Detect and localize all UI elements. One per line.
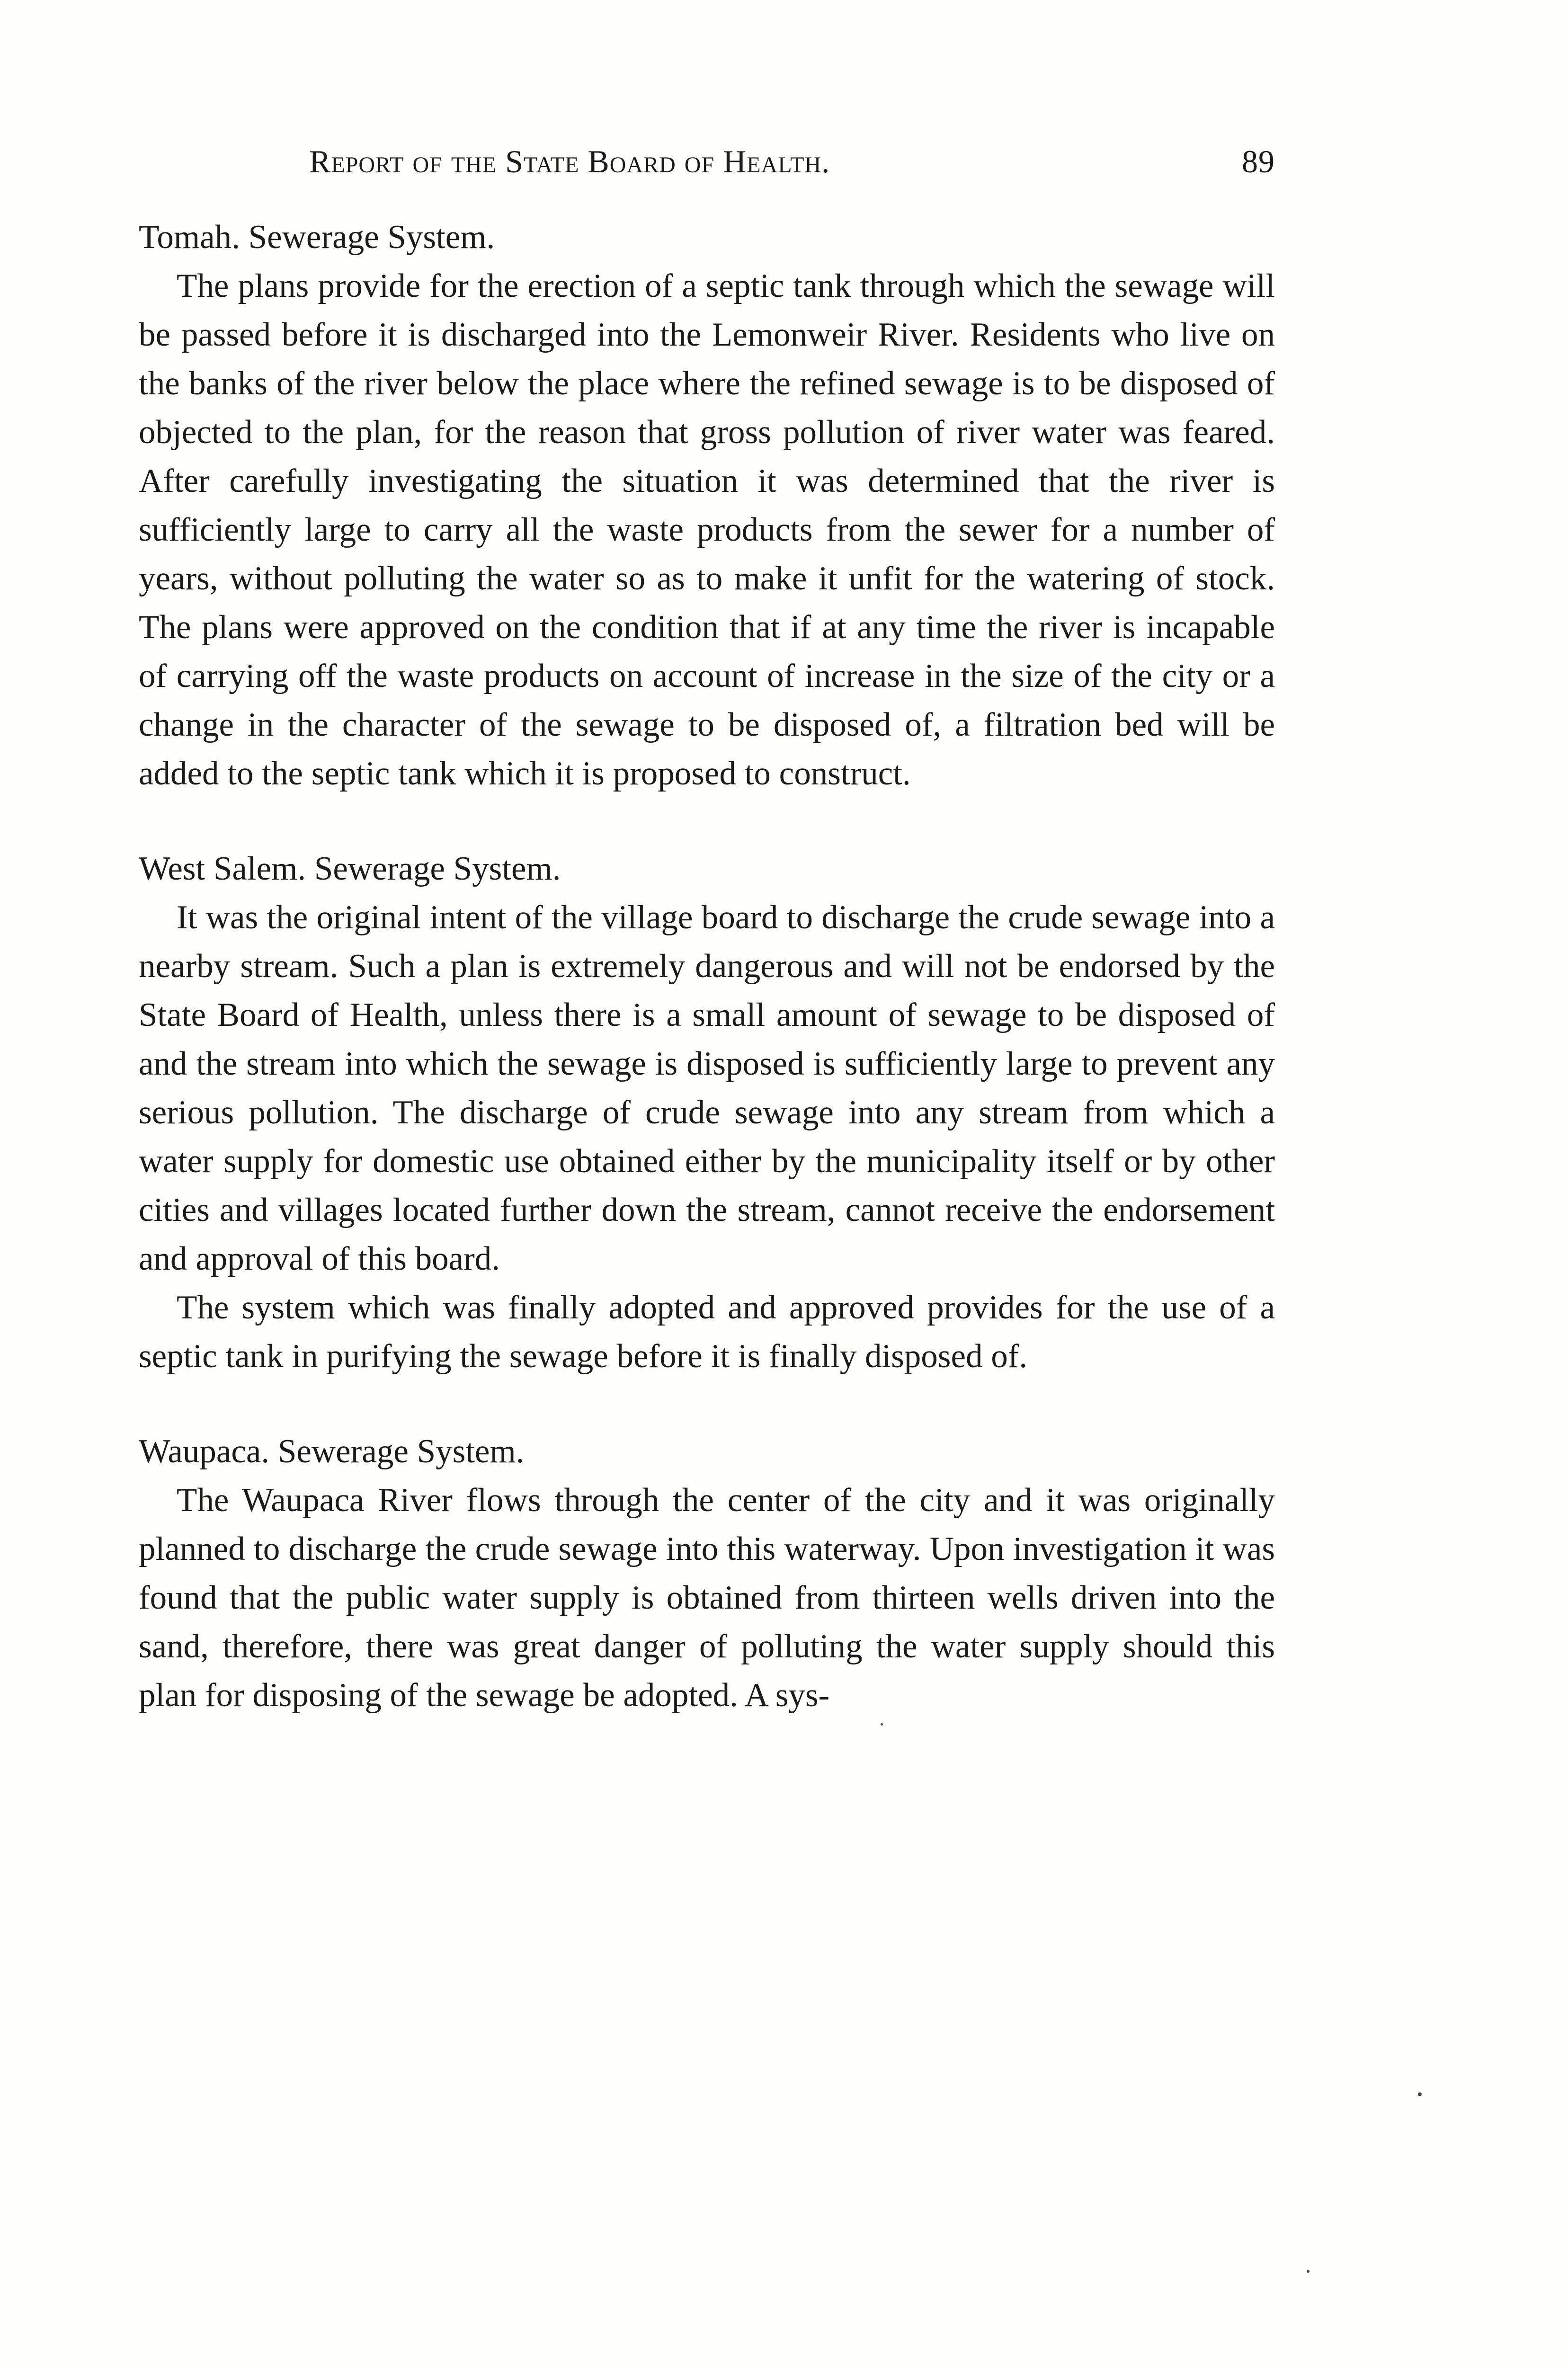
running-title: Report of the State Board of Health. [309,143,830,179]
document-page [139,133,1275,1720]
paragraph: The plans provide for the erection of a septic tank through which the sewage will be passed before it is discharged into the Lemonweir River. Residents who live on the banks of the river below the place where the refined sewage is to be disposed of objected to the plan, for the reason that gross pollution of river water was feared. After carefully investigating the situation it was determined that the river is sufficiently large to carry all the waste products from the sewer for a number of years, without polluting the water so as to make it unfit for the watering of stock. The plans were approved on the condition that if at any time the river is incapable of carrying off the waste products on account of increase in the size of the city or a change in the character of the sewage to be disposed of, a filtration bed will be added to the septic tank which it is proposed to construct. [139,267,1275,792]
section-waupaca [139,1427,1275,1720]
scan-speck [1307,2270,1310,2273]
paragraph: It was the original intent of the village board to discharge the crude sewage into a nearby stream. Such a plan is extremely dangerous and will not be endorsed by the State Board of Health, unless there is a small amount of sewage to be disposed of and the stream into which the sewage is disposed is sufficiently large to prevent any serious pollution. The discharge of crude sewage into any stream from which a water supply for domestic use obtained either by the municipality itself or by other cities and villages located further down the stream, cannot receive the endorsement and approval of this board. [139,899,1275,1277]
section-heading: Waupaca. Sewerage System. [139,1433,525,1470]
section-tomah [139,213,1275,798]
running-header [139,133,1275,185]
section-west-salem [139,845,1275,1381]
paragraph: The Waupaca River flows through the center of the city and it was originally planned to discharge the crude sewage into this waterway. Upon investigation it was found that the public water supply is obtained from thirteen wells driven into the sand, therefore, there was great danger of polluting the water supply should this plan for disposing of the sewage be adopted. A sys- [139,1482,1275,1714]
scan-speck [881,1723,883,1726]
section-heading: West Salem. Sewerage System. [139,850,561,887]
section-heading: Tomah. Sewerage System. [139,219,495,256]
scan-speck [1418,2092,1422,2096]
page-number: 89 [1242,143,1275,179]
paragraph: The system which was finally adopted and approved provides for the use of a septic tank in purifying the sewage before it is finally disposed of. [139,1289,1275,1375]
